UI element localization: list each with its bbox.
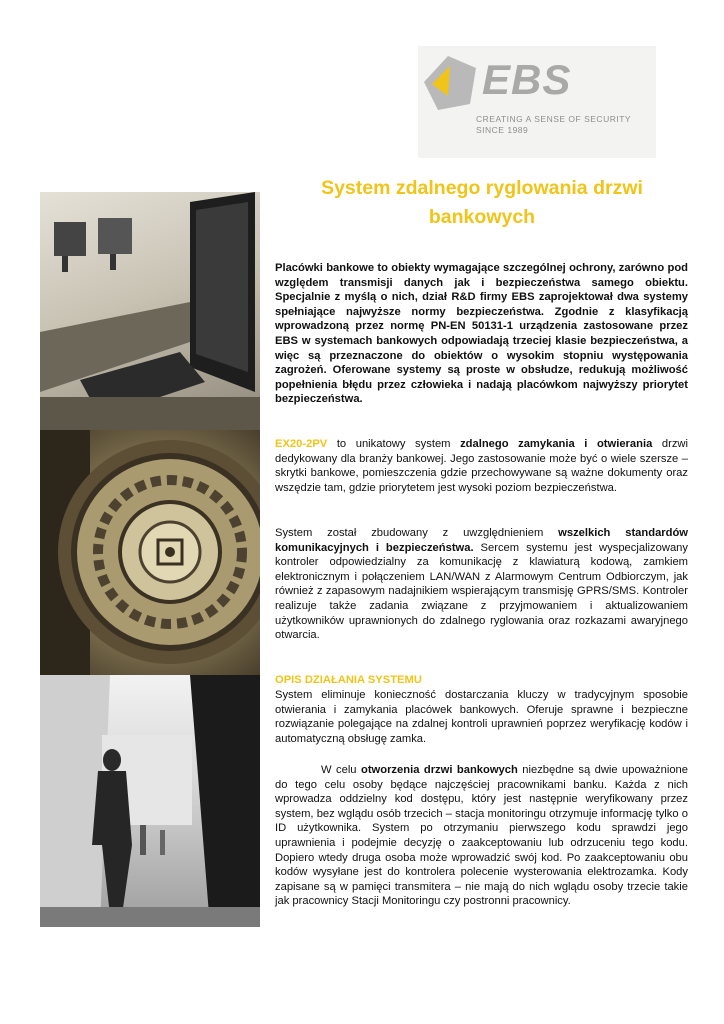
people-illustration [40,675,260,927]
product-model: EX20-2PV [275,438,328,450]
product-paragraph [275,437,688,495]
intro-text: Placówki bankowe to obiekty wymagające szczególnej ochrony, zarówno pod względem transmisji danych jak i bezpieczeństwa samego obiektu. Specjalnie z myślą o nich, dział R&D firmy EBS zaprojektował dwa systemy spełniające najwyższe normy bezpieczeństwa. Zgodnie z klasyfikacją wprowadzoną przez normę PN-EN 50131-1 urządzenia zastosowane przez EBS w systemach bankowych odpowiadają trzeciej klasie bezpieczeństwa, a więc są przeznaczone do obiektów o wysokim stopniu występowania zagrożeń. Oferowane systemy są proste w obsłudze, redukują możliwość popełnienia błędu przez człowieka i nadają placówkom najwyższy priorytet bezpieczeństwa. [275,262,688,406]
standards-paragraph [275,526,688,643]
opening-paragraph [275,763,688,909]
product-text-2: drzwi dedykowany dla branży bankowej. Jego zastosowanie może być o wiele szersze – skrytki bankowe, pomieszczenia gdzie przechowywane są ważne dokumenty oraz wszędzie tam, gdzie priorytetem jest wysoki poziom bezpieczeństwa. [275,438,688,494]
vault-door-photo [40,430,260,675]
section-heading [275,673,688,688]
opening-text-1: W celu [321,764,361,776]
opening-text [275,763,688,909]
logo-tagline-line-2: SINCE 1989 [476,125,529,135]
opening-text-bold: otworzenia drzwi bankowych [360,764,518,776]
ebs-logo-icon [418,52,480,116]
product-text-1: to unikatowy system [327,438,461,450]
standards-text-bold: wszelkich standardów komunikacyjnych i bezpieczeństwa. [275,527,689,554]
description-paragraph [275,688,688,746]
product-text [275,437,688,495]
company-logo [418,46,656,158]
office-illustration [40,192,260,430]
intro-paragraph [275,261,688,407]
standards-text-2: Sercem systemu jest wyspecjalizowany kontroler odpowiedzialny za komunikację z klawiaturą kodową, zamkiem elektronicznym i połączeniem LAN/WAN z Alarmowym Centrum Odbiorczym, jak również z zapasowym nadajnikiem wspierającym transmisję GPRS/SMS. Kontroler realizuje także zadania związane z przyjmowaniem i aktualizowaniem użytkowników uprawnionych do zdalnego ryglowania oraz rozkazami awaryjnego otwarcia. [275,541,688,642]
logo-tagline-line-1: CREATING A SENSE OF SECURITY [476,114,632,124]
standards-text-1: System został zbudowany z uwzględnieniem [275,527,559,539]
description-text: System eliminuje konieczność dostarczania kluczy w tradycyjnym sposobie otwierania i zamykania placówek bankowych. Oferuje sprawne i bezpieczne rozwiązanie polegające na zdalnej kontroli uprawnień poprzez weryfikację kodów i automatyczną obsługę zamka. [275,689,688,745]
product-text-bold: zdalnego zamykania i otwierania [460,438,653,450]
page-title: System zdalnego ryglowania drzwi bankowych [321,177,643,228]
office-photo [40,192,260,430]
section-heading-text: OPIS DZIAŁANIA SYSTEMU [275,674,422,686]
logo-tagline [476,114,631,136]
vault-door-illustration [40,430,260,675]
opening-text-2: niezbędne są dwie upoważnione do tego celu osoby będące najczęściej pracownikami banku. Każda z nich wprowadza oddzielny kod dostępu, który jest następnie weryfikowany przez system, bez wglądu osób trzecich – stacja monitoringu otrzymuje informację tylko o ID użytkownika. System po otrzymaniu pierwszego kodu sprawdzi jego uprawnienia i podejmie decyzję o zaakceptowaniu lub odrzuceniu tego kodu. Dopiero wtedy druga osoba może wprowadzić swój kod. Po zaakceptowaniu obu kodów wysyłane jest do kontrolera polecenie wysterowania elektrozamka. Kody zapisane są w pamięci transmitera – nie mają do nich wglądu osoby trzecie takie jak pracownicy Stacji Monitoringu czy postronni pracownicy. [275,764,688,908]
walking-people-photo [40,675,260,927]
logo-wordmark: EBS [482,56,572,103]
standards-text [275,526,688,643]
